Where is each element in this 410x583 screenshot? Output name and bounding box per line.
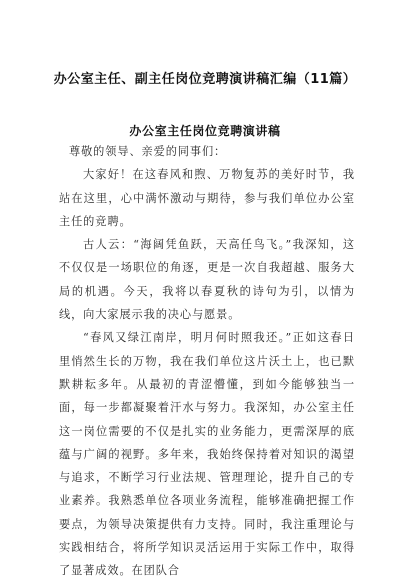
paragraph-2: 古人云：“海阔凭鱼跃，天高任鸟飞。”我深知，这不仅仅是一场职位的角逐，更是一次自我超越、服务大局的机遇。今天，我将以春夏秋的诗句为引，以情为线，向大家展示我的决心与愿景。 [59, 238, 355, 322]
document-title: 办公室主任、副主任岗位竞聘演讲稿汇编（11篇） [53, 72, 357, 87]
document-body [59, 140, 355, 583]
section-title: 办公室主任岗位竞聘演讲稿 [129, 124, 281, 138]
salutation: 尊敬的领导、亲爱的同事们： [69, 145, 227, 158]
paragraph-1: 大家好！在这春风和煦、万物复苏的美好时节，我站在这里，心中满怀激动与期待，参与我们单位办公室主任的竞聘。 [59, 168, 355, 228]
paragraph-3: “春风又绿江南岸，明月何时照我还。”正如这春日里悄然生长的万物，我在我们单位这片沃土上，也已默默耕耘多年。从最初的青涩懵懂，到如今能够独当一面，每一步都凝聚着汗水与努力。我深知，办公室主任这一岗位需要的不仅是扎实的业务能力，更需深厚的底蕴与广阔的视野。多年来，我始终保持着对知识的渴望与追求，不断学习行业法规、管理理论，提升自己的专业素养。我熟悉单位各项业务流程，能够准确把握工作要点，为领导决策提供有力支持。同时，我注重理论与实践相结合，将所学知识灵活运用于实际工作中，取得了显著成效。在团队合 [59, 331, 355, 578]
